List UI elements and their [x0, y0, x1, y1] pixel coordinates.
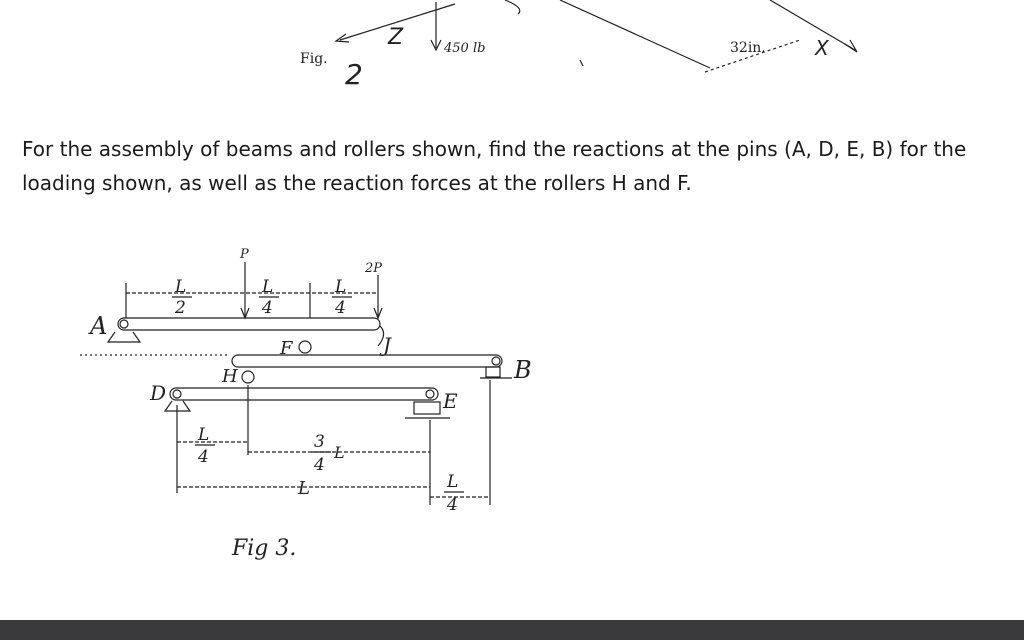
dim-2-label: 2 — [175, 298, 186, 318]
pin-D-circle — [173, 390, 181, 398]
load-P-label: P — [240, 247, 249, 262]
fig2-caption-prefix: Fig. — [300, 51, 328, 67]
beam-DE — [170, 388, 438, 400]
dim-4d-label: 4 — [314, 455, 325, 475]
dim-4c-label: 4 — [198, 447, 209, 467]
roller-F-label: F — [280, 338, 293, 359]
dim-4e-label: 4 — [447, 495, 458, 515]
curve-fragment — [505, 0, 520, 14]
force-label: 450 lb — [444, 41, 486, 56]
dimension-label: 32in. — [730, 40, 766, 56]
pin-A-support — [108, 332, 140, 342]
dim-L-label-2: L — [262, 277, 274, 297]
roller-H-label: H — [222, 366, 238, 387]
dim-L-label-5: L — [447, 472, 459, 492]
roller-H — [242, 371, 254, 383]
pin-E-support — [414, 402, 440, 414]
figure-2 — [0, 0, 1024, 100]
dim-3-label: 3 — [314, 432, 325, 452]
roller-F — [299, 341, 311, 353]
dim-L-bottom-label: L — [298, 478, 310, 499]
pin-B-support — [486, 367, 500, 377]
pin-B-circle — [492, 357, 500, 365]
dim-L-label-4: L — [198, 425, 210, 445]
pin-E-label: E — [443, 389, 458, 413]
pin-A-circle — [120, 320, 128, 328]
pin-A-label: A — [90, 312, 108, 340]
fig3-caption: Fig 3. — [232, 536, 297, 561]
figure-3 — [0, 240, 620, 580]
pin-D-label: D — [150, 381, 167, 405]
problem-statement: For the assembly of beams and rollers shown, find the reactions at the pins (A, D, E, B) for the loading shown, as well as the reaction forces at the rollers H and F. — [22, 137, 967, 195]
fig2-caption-number: 2 — [345, 58, 363, 91]
bottom-bar — [0, 620, 1024, 640]
pin-B-label: B — [514, 356, 532, 384]
dim-4a-label: 4 — [262, 298, 273, 318]
load-2P-label: 2P — [365, 261, 383, 276]
pin-E-circle — [426, 390, 434, 398]
end-J-label: J — [383, 333, 392, 357]
x-axis-line — [770, 0, 855, 50]
diagonal-line — [560, 0, 710, 68]
beam-HB — [232, 355, 502, 367]
tick-mark — [580, 60, 583, 66]
z-axis-label: Z — [388, 25, 404, 50]
dim-3L4-L-label: L — [334, 443, 345, 462]
beam-AJ — [118, 318, 380, 330]
dim-4b-label: 4 — [335, 298, 346, 318]
dim-L-label-1: L — [175, 277, 187, 297]
dim-L-label-3: L — [335, 277, 347, 297]
x-axis-arrowhead — [845, 40, 857, 52]
x-axis-label: X — [815, 36, 829, 60]
